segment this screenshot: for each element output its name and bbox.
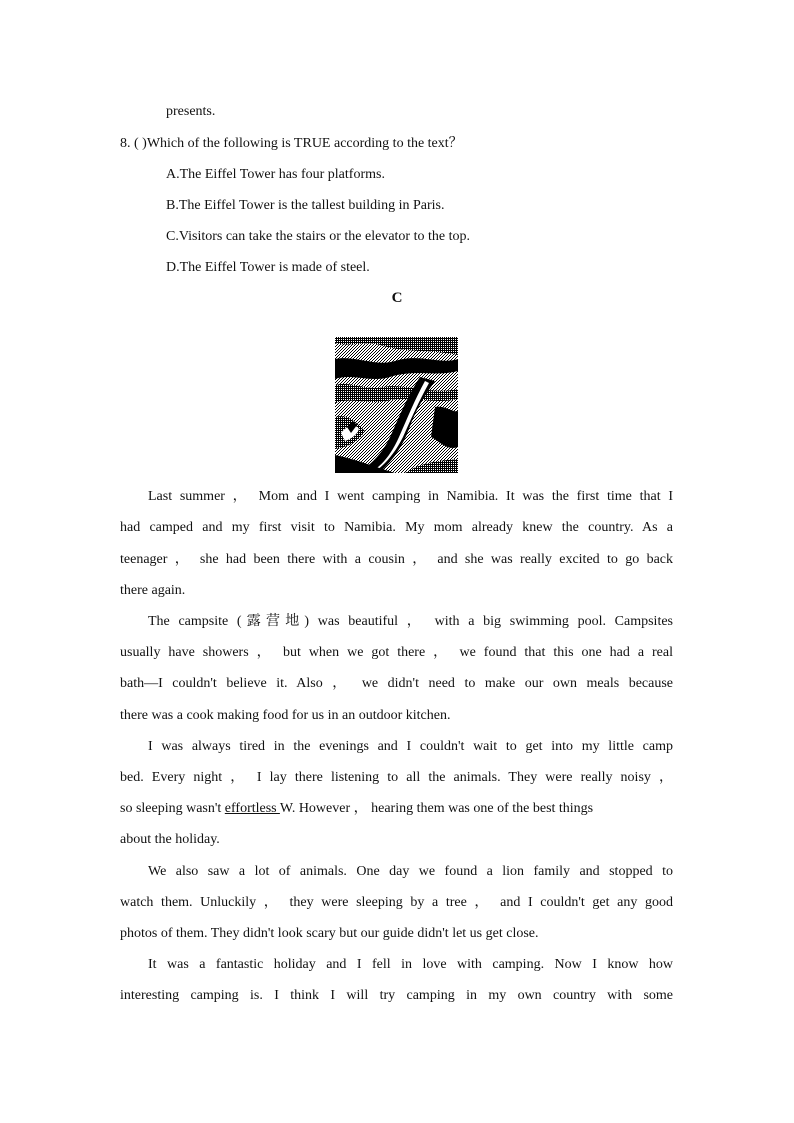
paragraph-2-line-3: bath—I couldn't believe it. Also ， we didn't need to make our own meals because (120, 676, 673, 691)
question-8-option-b: B.The Eiffel Tower is the tallest building in Paris. (166, 198, 445, 213)
paragraph-5-line-1: It was a fantastic holiday and I fell in love with camping. Now I know how (148, 957, 673, 972)
paragraph-4-line-3: photos of them. They didn't look scary but our guide didn't let us get close. (120, 926, 539, 941)
underlined-word: effortless (224, 801, 280, 816)
paragraph-4-line-2: watch them. Unluckily ， they were sleeping by a tree ， and I couldn't get any good (120, 895, 673, 910)
paragraph-3-line-4: about the holiday. (120, 832, 220, 847)
campsite-photo (335, 337, 458, 473)
paragraph-3-line-2: bed. Every night ， I lay there listening to all the animals. They were really noisy ， (120, 770, 673, 785)
paragraph-3-line-3 (120, 800, 673, 818)
question-8-stem: 8. ( )Which of the following is TRUE according to the text？ (120, 136, 463, 151)
paragraph-2-line-4: there was a cook making food for us in an outdoor kitchen. (120, 708, 451, 723)
paragraph-5-line-2: interesting camping is. I think I will try camping in my own country with some (120, 988, 673, 1003)
paragraph-2-line-2: usually have showers ， but when we got there ， we found that this one had a real (120, 645, 673, 660)
paragraph-1-line-4: there again. (120, 583, 186, 598)
question-8-option-a: A.The Eiffel Tower has four platforms. (166, 167, 385, 182)
question-8-option-d: D.The Eiffel Tower is made of steel. (166, 260, 370, 275)
paragraph-1-line-2: had camped and my first visit to Namibia. My mom already knew the country. As a (120, 520, 673, 535)
paragraph-1-line-3: teenager ， she had been there with a cousin ， and she was really excited to go back (120, 552, 673, 567)
paragraph-1-line-1: Last summer ， Mom and I went camping in Namibia. It was the first time that I (148, 489, 673, 504)
paragraph-4-line-1: We also saw a lot of animals. One day we found a lion family and stopped to (148, 864, 673, 879)
paragraph-3-line-3-end: W. However ， hearing them was one of the best things (279, 801, 594, 816)
paragraph-2-line-1: The campsite (露营地) was beautiful ， with a big swimming pool. Campsites (148, 614, 673, 629)
paragraph-3-line-1: I was always tired in the evenings and I couldn't wait to get into my little camp (148, 739, 673, 754)
paragraph-3-line-3-start: so sleeping wasn't (120, 801, 225, 816)
section-heading: C (391, 290, 403, 306)
continued-text: presents. (166, 104, 216, 119)
question-8-option-c: C.Visitors can take the stairs or the elevator to the top. (166, 229, 470, 244)
